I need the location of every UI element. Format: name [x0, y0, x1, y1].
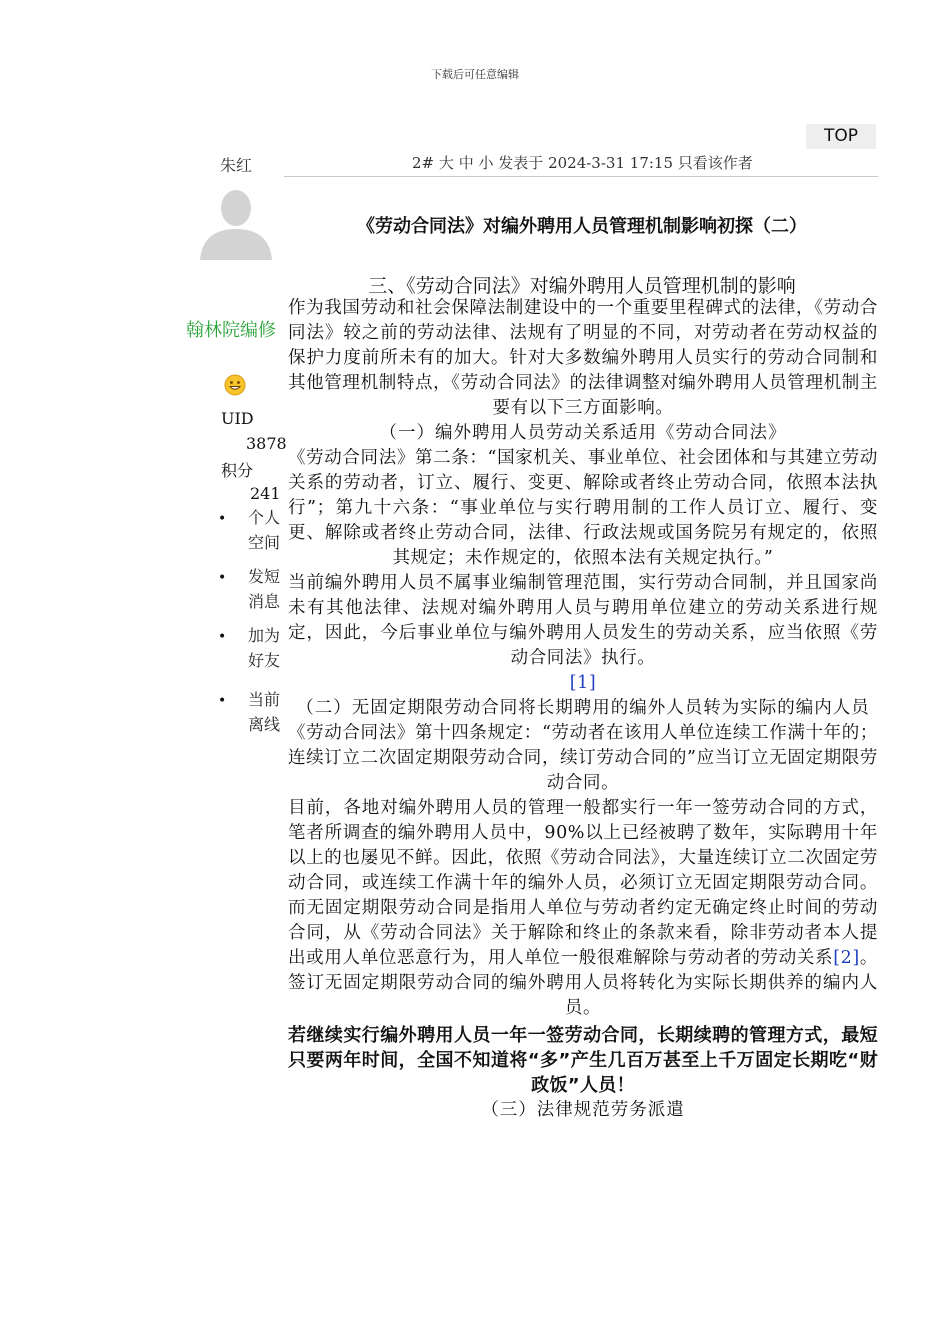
- section-heading: 三、《劳动合同法》对编外聘用人员管理机制的影响: [368, 275, 796, 297]
- bullet-icon: •: [218, 629, 227, 645]
- paragraph-2: 当前编外聘用人员不属事业编制管理范围，实行劳动合同制，并且国家尚未有其他法律、法规对编外聘用人员与聘用单位建立的劳动关系进行规定，因此，今后事业单位与编外聘用人员发生的劳动关系，应当依照《劳动合同法》执行。 [1]: [288, 573, 878, 693]
- bullet-icon: •: [218, 693, 227, 709]
- post-meta: [412, 152, 753, 173]
- post-body: [288, 296, 878, 1123]
- profile-link-add-friend[interactable]: • 加为好友: [218, 626, 281, 670]
- uid-value: 3878: [246, 434, 287, 453]
- points-value: 241: [250, 484, 281, 503]
- font-size-large-link[interactable]: 大: [438, 154, 454, 172]
- profile-links: [218, 505, 288, 746]
- reference-link-2[interactable]: [2]: [833, 948, 860, 968]
- smiley-icon: [224, 374, 246, 396]
- avatar[interactable]: [196, 182, 276, 260]
- subheading-3: （三）法律规范劳务派遣: [481, 1100, 685, 1120]
- user-group: 翰林院编修: [186, 320, 276, 341]
- bullet-icon: •: [218, 570, 227, 586]
- bullet-icon: •: [218, 511, 227, 527]
- profile-link-message[interactable]: • 发短消息: [218, 567, 281, 611]
- paragraph-4: 目前，各地对编外聘用人员的管理一般都实行一年一签劳动合同的方式，笔者所调查的编外聘用人员中，90%以上已经被聘了数年，实际聘用十年以上的也屡见不鲜。因此，依照《劳动合同法》，大量连续订立二次固定劳动合同，或连续工作满十年的编外人员，必须订立无固定期限劳动合同。而无固定期限劳动合同是指用人单位与劳动者约定无确定终止时间的劳动合同，从《劳动合同法》关于解除和终止的条款来看，除非劳动者本人提出或用人单位恶意行为，用人单位一般很难解除与劳动者的劳动关系[2]。签订无固定期限劳动合同的编外聘用人员将转化为实际长期供养的编内人员。: [288, 798, 879, 1018]
- post-title: 《劳动合同法》对编外聘用人员管理机制影响初探（二）: [357, 216, 807, 237]
- floor-number: 2#: [412, 154, 435, 172]
- top-button[interactable]: TOP: [806, 124, 876, 149]
- bold-paragraph: 若继续实行编外聘用人员一年一签劳动合同，长期续聘的管理方式，最短只要两年时间，全国不知道将“多”产生几百万甚至上千万固定长期吃“财政饭”人员！: [288, 1025, 878, 1096]
- post-timestamp: 发表于 2024-3-31 17:15: [498, 154, 674, 172]
- profile-link-space[interactable]: • 个人空间: [218, 508, 281, 552]
- only-author-link[interactable]: 只看该作者: [677, 154, 753, 172]
- points-label: 积分: [221, 461, 254, 480]
- subheading-1: （一）编外聘用人员劳动关系适用《劳动合同法》: [379, 423, 787, 443]
- paragraph-1: 《劳动合同法》第二条：“国家机关、事业单位、社会团体和与其建立劳动关系的劳动者，订立、履行、变更、解除或者终止劳动合同，依照本法执行”；第九十六条：“事业单位与实行聘用制的工作人员订立、履行、变更、解除或者终止劳动合同，法律、行政法规或国务院另有规定的，依照其规定；未作规定的，依照本法有关规定执行。”: [288, 448, 878, 568]
- watermark-text: 下载后可任意编辑: [431, 68, 519, 81]
- subheading-2: （二）无固定期限劳动合同将长期聘用的编外人员转为实际的编内人员: [296, 698, 870, 718]
- paragraph-3: 《劳动合同法》第十四条规定：“劳动者在该用人单位连续工作满十年的；连续订立二次固定期限劳动合同，续订劳动合同的”应当订立无固定期限劳动合同。: [288, 723, 878, 793]
- author-name[interactable]: 朱红: [220, 156, 253, 175]
- intro-paragraph: 作为我国劳动和社会保障法制建设中的一个重要里程碑式的法律，《劳动合同法》较之前的劳动法律、法规有了明显的不同，对劳动者在劳动权益的保护力度前所未有的加大。针对大多数编外聘用人员实行的劳动合同制和其他管理机制特点，《劳动合同法》的法律调整对编外聘用人员管理机制主要有以下三方面影响。: [288, 298, 878, 418]
- font-size-medium-link[interactable]: 中: [458, 154, 474, 172]
- uid-label: UID: [221, 409, 254, 428]
- header-divider: [284, 176, 878, 177]
- reference-link-1[interactable]: [1]: [569, 673, 597, 693]
- profile-online-status: • 当前离线: [218, 690, 281, 734]
- font-size-small-link[interactable]: 小: [478, 154, 494, 172]
